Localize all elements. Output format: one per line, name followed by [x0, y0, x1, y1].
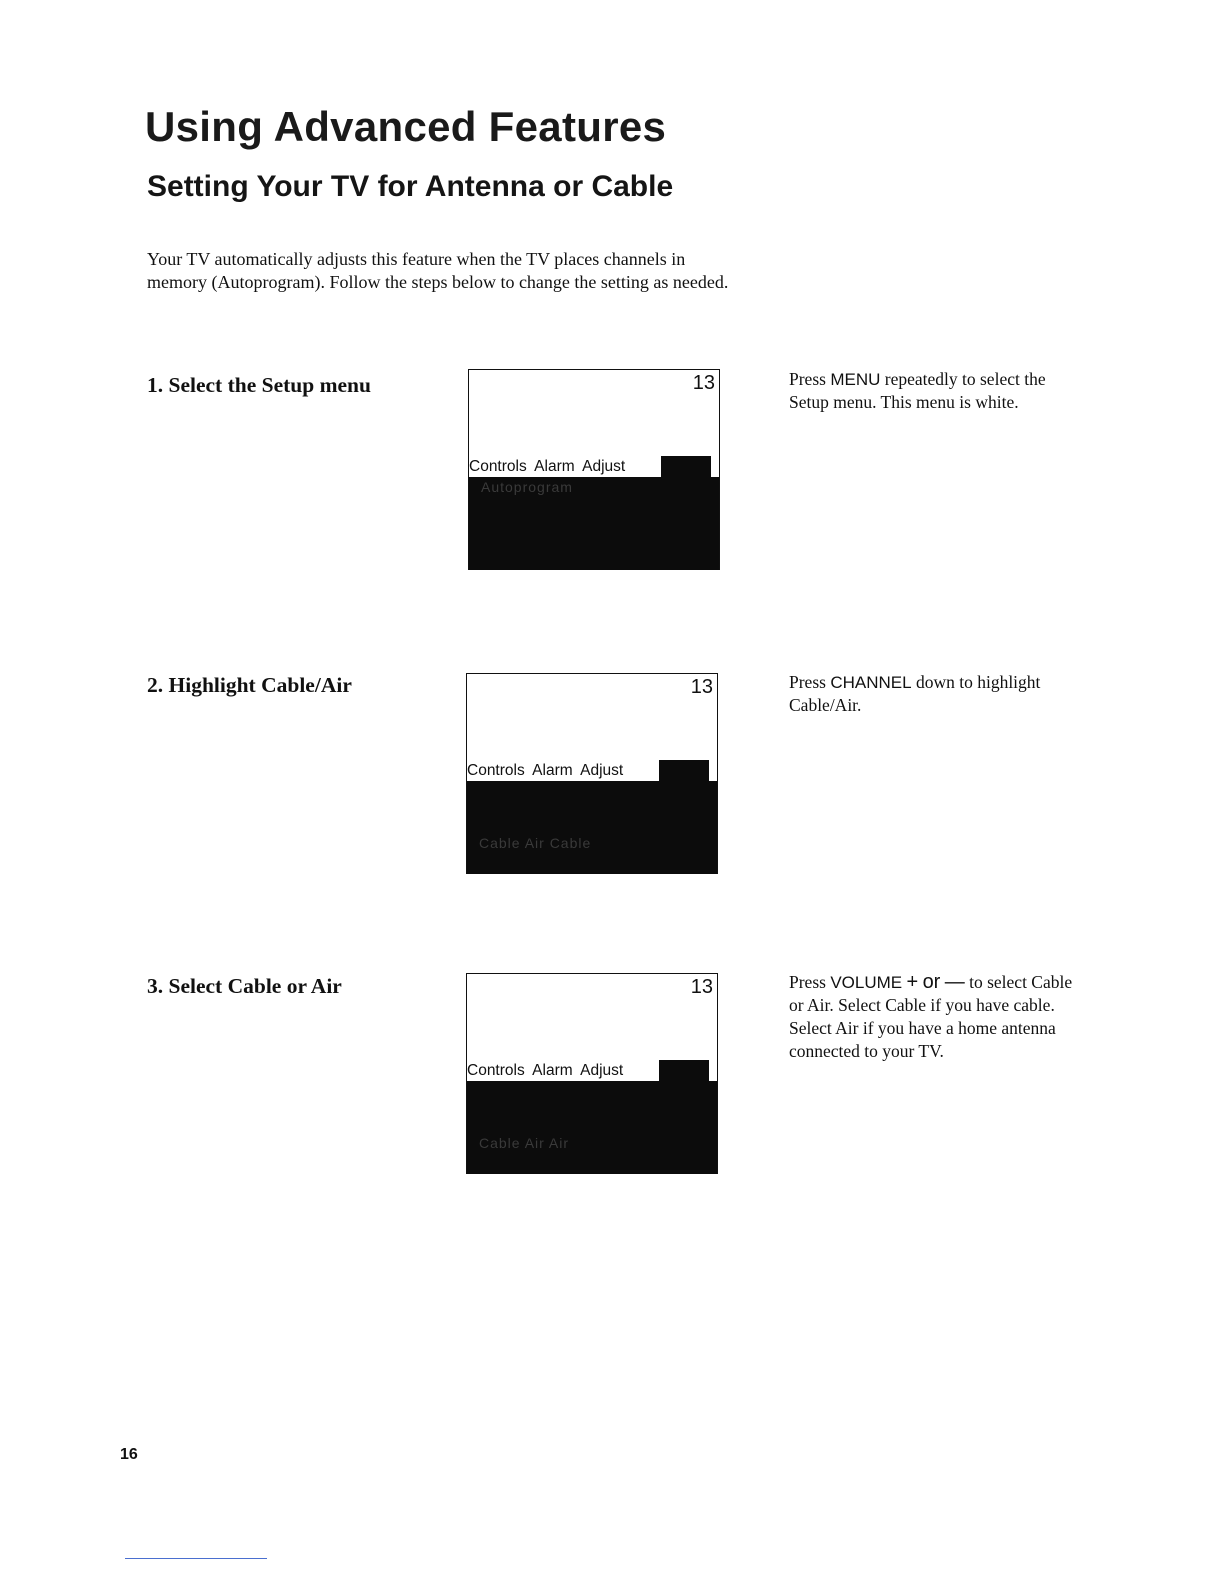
- menu-panel: [467, 1081, 717, 1174]
- menu-tab-alarm: Alarm: [534, 458, 575, 475]
- menu-panel: [469, 477, 719, 570]
- key-volume: VOLUME: [830, 973, 903, 992]
- menu-bar: [467, 1062, 627, 1080]
- intro-paragraph: Your TV automatically adjusts this feature when the TV places channels in memory (Autoprogram). Follow the steps below to change the setting as needed.: [147, 249, 729, 292]
- menu-tab-setup-selected: [659, 760, 709, 782]
- channel-number: 13: [690, 976, 713, 998]
- key-menu: MENU: [830, 370, 881, 389]
- menu-tab-controls: Controls: [467, 1062, 525, 1079]
- menu-item-autoprogram: Autoprogram: [481, 479, 573, 495]
- step-3-title: 3. Select Cable or Air: [147, 974, 342, 998]
- menu-panel: [467, 781, 717, 874]
- key-channel: CHANNEL: [830, 673, 912, 692]
- minus-symbol: —: [944, 971, 965, 993]
- menu-tab-controls: Controls: [467, 762, 525, 779]
- step-1-title: 1. Select the Setup menu: [147, 373, 371, 397]
- menu-tab-controls: Controls: [469, 458, 527, 475]
- channel-number: 13: [690, 676, 713, 698]
- menu-tab-setup-selected: [661, 456, 711, 478]
- tv-screen-step-3: [466, 973, 718, 1174]
- step-2-title: 2. Highlight Cable/Air: [147, 673, 352, 697]
- menu-tab-alarm: Alarm: [532, 1062, 573, 1079]
- footer-rule: [125, 1558, 267, 1559]
- or-word: or: [922, 971, 941, 993]
- channel-number: 13: [692, 372, 715, 394]
- page-heading: Using Advanced Features: [145, 103, 667, 150]
- menu-item-cable-air: Cable Air Air: [479, 1135, 570, 1151]
- step-1-instructions: Press MENU repeatedly to select the Setup menu. This menu is white.: [789, 369, 1046, 412]
- tv-screen-step-2: [466, 673, 718, 874]
- menu-tab-setup-selected: [659, 1060, 709, 1082]
- menu-tab-adjust: Adjust: [580, 1062, 624, 1079]
- menu-item-cable-air: Cable Air Cable: [479, 835, 592, 851]
- step-3-instructions: Press VOLUME + or — to select Cable or Air. Select Cable if you have cable. Select Air if you have a home antenna connected to your TV.: [789, 971, 1073, 1061]
- step-2-instructions: Press CHANNEL down to highlight Cable/Air.: [789, 672, 1041, 715]
- section-heading: Setting Your TV for Antenna or Cable: [147, 170, 674, 203]
- menu-tab-alarm: Alarm: [532, 762, 573, 779]
- tv-screen-step-1: [468, 369, 720, 570]
- menu-tab-adjust: Adjust: [580, 762, 624, 779]
- menu-tab-adjust: Adjust: [582, 458, 626, 475]
- menu-bar: [467, 762, 627, 780]
- page-number: 16: [120, 1446, 138, 1463]
- menu-bar: [469, 458, 629, 476]
- plus-symbol: +: [906, 971, 919, 993]
